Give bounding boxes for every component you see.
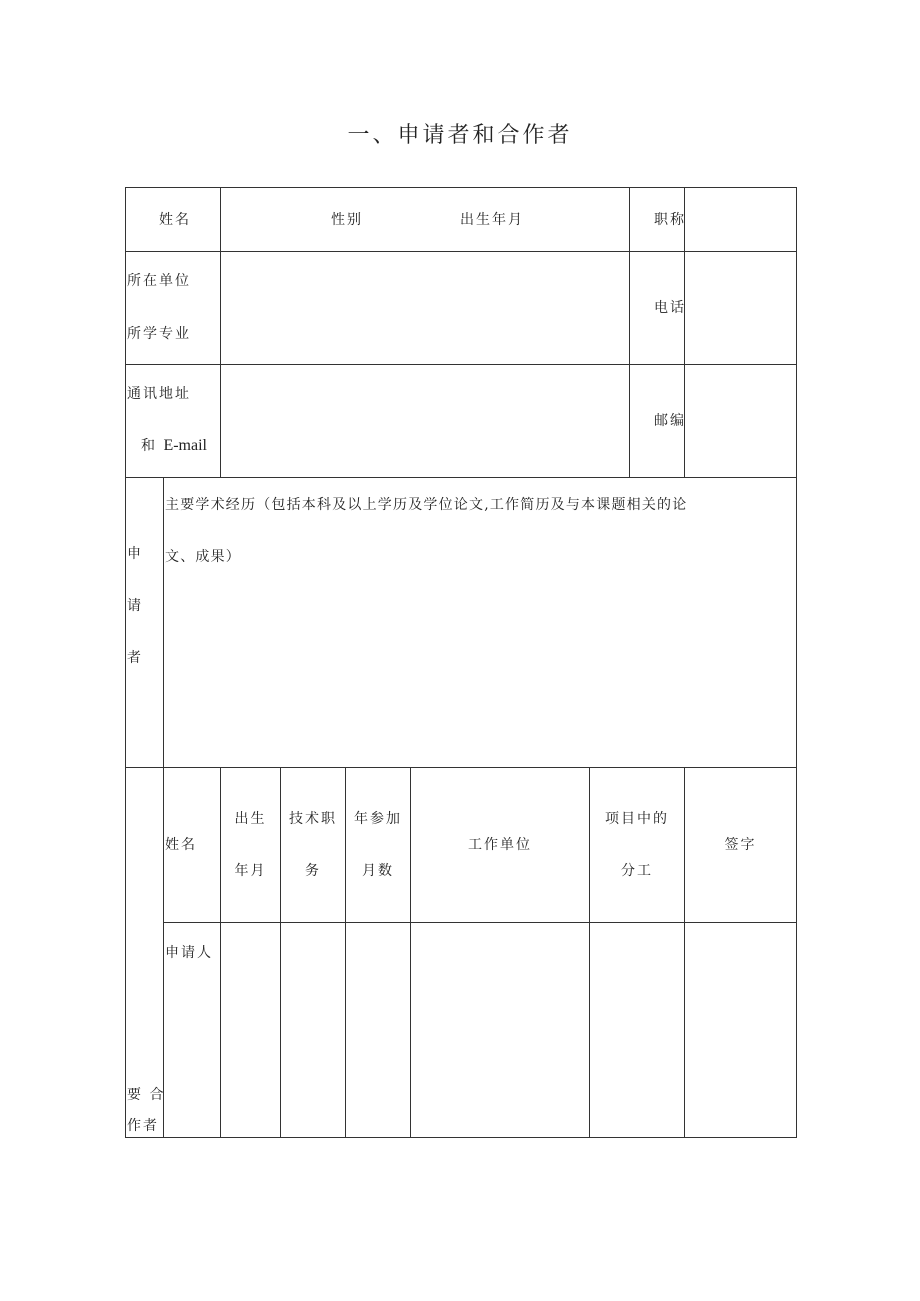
table-border-left	[125, 187, 126, 1138]
collab-header-tech-2: 务	[305, 863, 321, 879]
collab-header-name: 姓名	[165, 837, 197, 853]
collab-side-label-line1: 要 合	[127, 1087, 166, 1103]
table-rule-row2-bottom	[125, 364, 797, 365]
experience-prompt-line2: 文、成果）	[165, 549, 241, 565]
gender-label: 性别	[331, 212, 363, 228]
applicant-side-char-1: 申	[127, 546, 143, 562]
address-label: 通讯地址	[127, 386, 191, 402]
birth-date-label: 出生年月	[460, 212, 524, 228]
applicant-side-char-3: 者	[127, 650, 143, 666]
applicant-side-char-2: 请	[127, 598, 143, 614]
phone-label: 电话	[654, 300, 686, 316]
collab-row-applicant-label: 申请人	[165, 945, 213, 961]
collab-header-birth-1: 出生	[234, 811, 267, 827]
collab-side-label-line2: 作者	[127, 1118, 159, 1134]
collab-header-tech-1: 技术职	[289, 811, 337, 827]
table-rule-collab-header-bottom	[163, 922, 797, 923]
table-rule-row1-bottom	[125, 251, 797, 252]
table-rule-row3-bottom	[125, 477, 797, 478]
experience-prompt-line1: 主要学术经历（包括本科及以上学历及学位论文,工作简历及与本课题相关的论	[165, 497, 688, 513]
page-title: 一、申请者和合作者	[347, 123, 573, 148]
table-border-right	[796, 187, 797, 1138]
job-title-label: 职称	[654, 212, 686, 228]
unit-label: 所在单位	[127, 273, 191, 289]
collab-header-role-1: 项目中的	[605, 811, 669, 827]
collab-header-unit: 工作单位	[468, 837, 532, 853]
table-rule-collab-col-sign	[684, 767, 685, 1138]
collab-header-months-1: 年参加	[354, 811, 402, 827]
table-rule-side-col	[163, 477, 164, 1138]
collab-header-signature: 签字	[724, 837, 757, 853]
email-label-prefix: 和	[141, 438, 157, 454]
postcode-label: 邮编	[654, 413, 686, 429]
email-label	[141, 438, 207, 454]
collab-header-months-2: 月数	[362, 863, 394, 879]
email-label-latin: E-mail	[163, 437, 207, 454]
table-border-top	[125, 187, 797, 188]
collab-header-role-2: 分工	[621, 863, 653, 879]
major-label: 所学专业	[127, 326, 191, 342]
table-rule-title-col-right	[684, 187, 685, 477]
table-rule-label-col	[220, 187, 221, 477]
table-rule-collab-col-unit	[410, 767, 411, 1138]
table-rule-applicant-bottom	[125, 767, 797, 768]
table-border-bottom	[125, 1137, 797, 1138]
name-label: 姓名	[159, 212, 191, 228]
collab-header-birth-2: 年月	[234, 863, 267, 879]
table-rule-title-col-left	[629, 187, 630, 477]
